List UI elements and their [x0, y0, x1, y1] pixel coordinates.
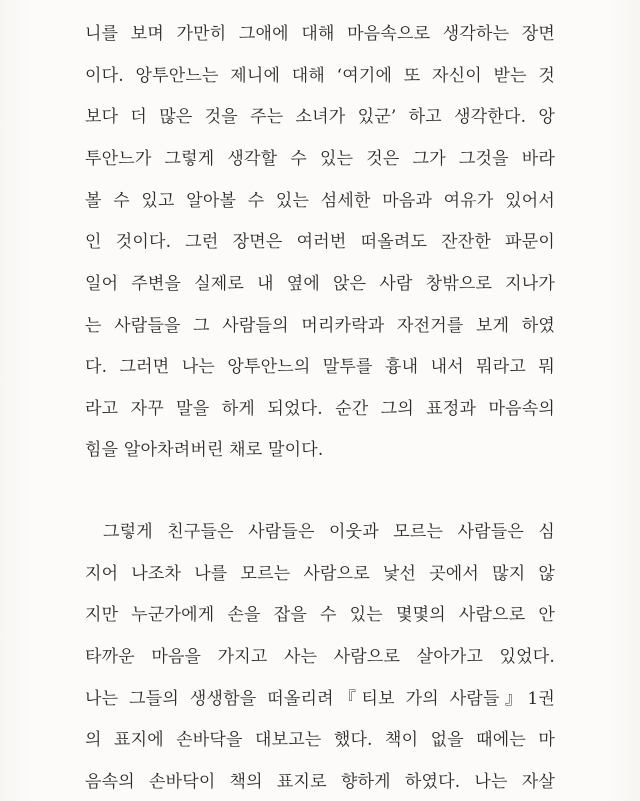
text-line: 이다. 앙투안느는 제니에 대해 ‘여기에 또 자신이 받는 것: [85, 66, 555, 86]
text-line-last: 힘을 알아차려버린 채로 말이다.: [85, 440, 324, 460]
text-line: 라고 자꾸 말을 하게 되었다. 순간 그의 표정과 마음속의: [85, 399, 555, 419]
text-line: 지만 누군가에게 손을 잡을 수 있는 몇몇의 사람으로 안: [85, 605, 555, 625]
text-line: 인 것이다. 그런 장면은 여러번 떠올려도 잔잔한 파문이: [85, 232, 555, 252]
text-line: 일어 주변을 실제로 내 옆에 앉은 사람 창밖으로 지나가: [85, 274, 555, 294]
text-line: 타까운 마음을 가지고 사는 사람으로 살아가고 있었다.: [85, 647, 555, 667]
text-line: 투안느가 그렇게 생각할 수 있는 것은 그가 그것을 바라: [85, 149, 555, 169]
text-line: 는 사람들을 그 사람들의 머리카락과 자전거를 보게 하였: [85, 316, 555, 336]
text-line: 의 표지에 손바닥을 대보고는 했다. 책이 없을 때에는 마: [85, 730, 555, 750]
text-line-indented: 그렇게 친구들은 사람들은 이웃과 모르는 사람들은 심: [103, 522, 555, 542]
text-line: 보다 더 많은 것을 주는 소녀가 있군’ 하고 생각한다. 앙: [85, 107, 555, 127]
text-line: 음속의 손바닥이 책의 표지로 향하게 하였다. 나는 자살: [85, 772, 555, 792]
text-line: 볼 수 있고 알아볼 수 있는 섬세한 마음과 여유가 있어서: [85, 191, 555, 211]
text-line: 나는 그들의 생생함을 떠올리려『티보 가의 사람들』1권: [85, 689, 555, 709]
text-line: 니를 보며 가만히 그애에 대해 마음속으로 생각하는 장면: [85, 24, 555, 44]
text-line: 지어 나조차 나를 모르는 사람으로 낯선 곳에서 많지 않: [85, 564, 555, 584]
text-line: 다. 그러면 나는 앙투안느의 말투를 흉내 내서 뭐라고 뭐: [85, 357, 555, 377]
